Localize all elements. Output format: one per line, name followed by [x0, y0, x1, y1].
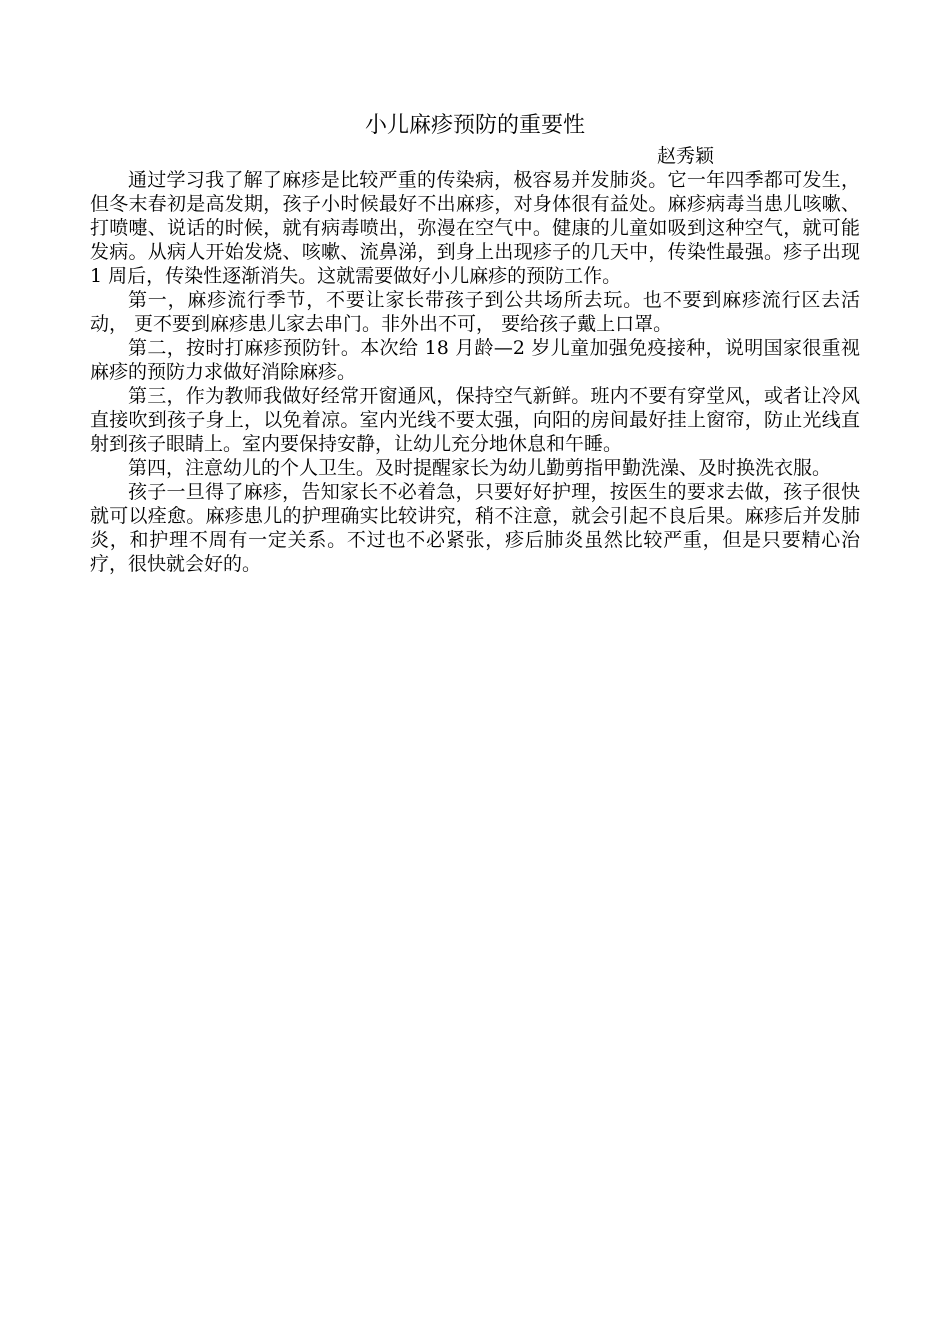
paragraph-intro: 通过学习我了解了麻疹是比较严重的传染病，极容易并发肺炎。它一年四季都可发生，但冬末春初是高发期，孩子小时候最好不出麻疹，对身体很有益处。麻疹病毒当患儿咳嗽、打喷嚏、说话的时候，就有病毒喷出，弥漫在空气中。健康的儿童如吸到这种空气，就可能发病。从病人开始发烧、咳嗽、流鼻涕，到身上出现疹子的几天中，传染性最强。疹子出现 1 周后，传染性逐渐消失。这就需要做好小儿麻疹的预防工作。	[90, 169, 860, 287]
paragraph-third: 第三，作为教师我做好经常开窗通风，保持空气新鲜。班内不要有穿堂风，或者让冷风直接吹到孩子身上，以免着凉。室内光线不要太强，向阳的房间最好挂上窗帘，防止光线直射到孩子眼睛上。室内要保持安静，让幼儿充分地休息和午睡。	[90, 385, 860, 455]
paragraph-second: 第二，按时打麻疹预防针。本次给 18 月龄—2 岁儿童加强免疫接种，说明国家很重视麻疹的预防力求做好消除麻疹。	[90, 337, 860, 383]
document-page	[90, 0, 860, 576]
author-name: 赵秀颖	[656, 145, 714, 167]
paragraph-fourth: 第四，注意幼儿的个人卫生。及时提醒家长为幼儿勤剪指甲勤洗澡、及时换洗衣服。	[128, 457, 832, 479]
paragraph-first: 第一，麻疹流行季节，不要让家长带孩子到公共场所去玩。也不要到麻疹流行区去活动， 更不要到麻疹患儿家去串门。非外出不可， 要给孩子戴上口罩。	[90, 289, 860, 335]
paragraph-conclusion: 孩子一旦得了麻疹，告知家长不必着急，只要好好护理，按医生的要求去做，孩子很快就可以痊愈。麻疹患儿的护理确实比较讲究，稍不注意，就会引起不良后果。麻疹后并发肺炎，和护理不周有一定关系。不过也不必紧张，疹后肺炎虽然比较严重，但是只要精心治疗，很快就会好的。	[90, 481, 860, 575]
document-title: 小儿麻疹预防的重要性	[364, 113, 585, 138]
document-body	[90, 168, 860, 576]
